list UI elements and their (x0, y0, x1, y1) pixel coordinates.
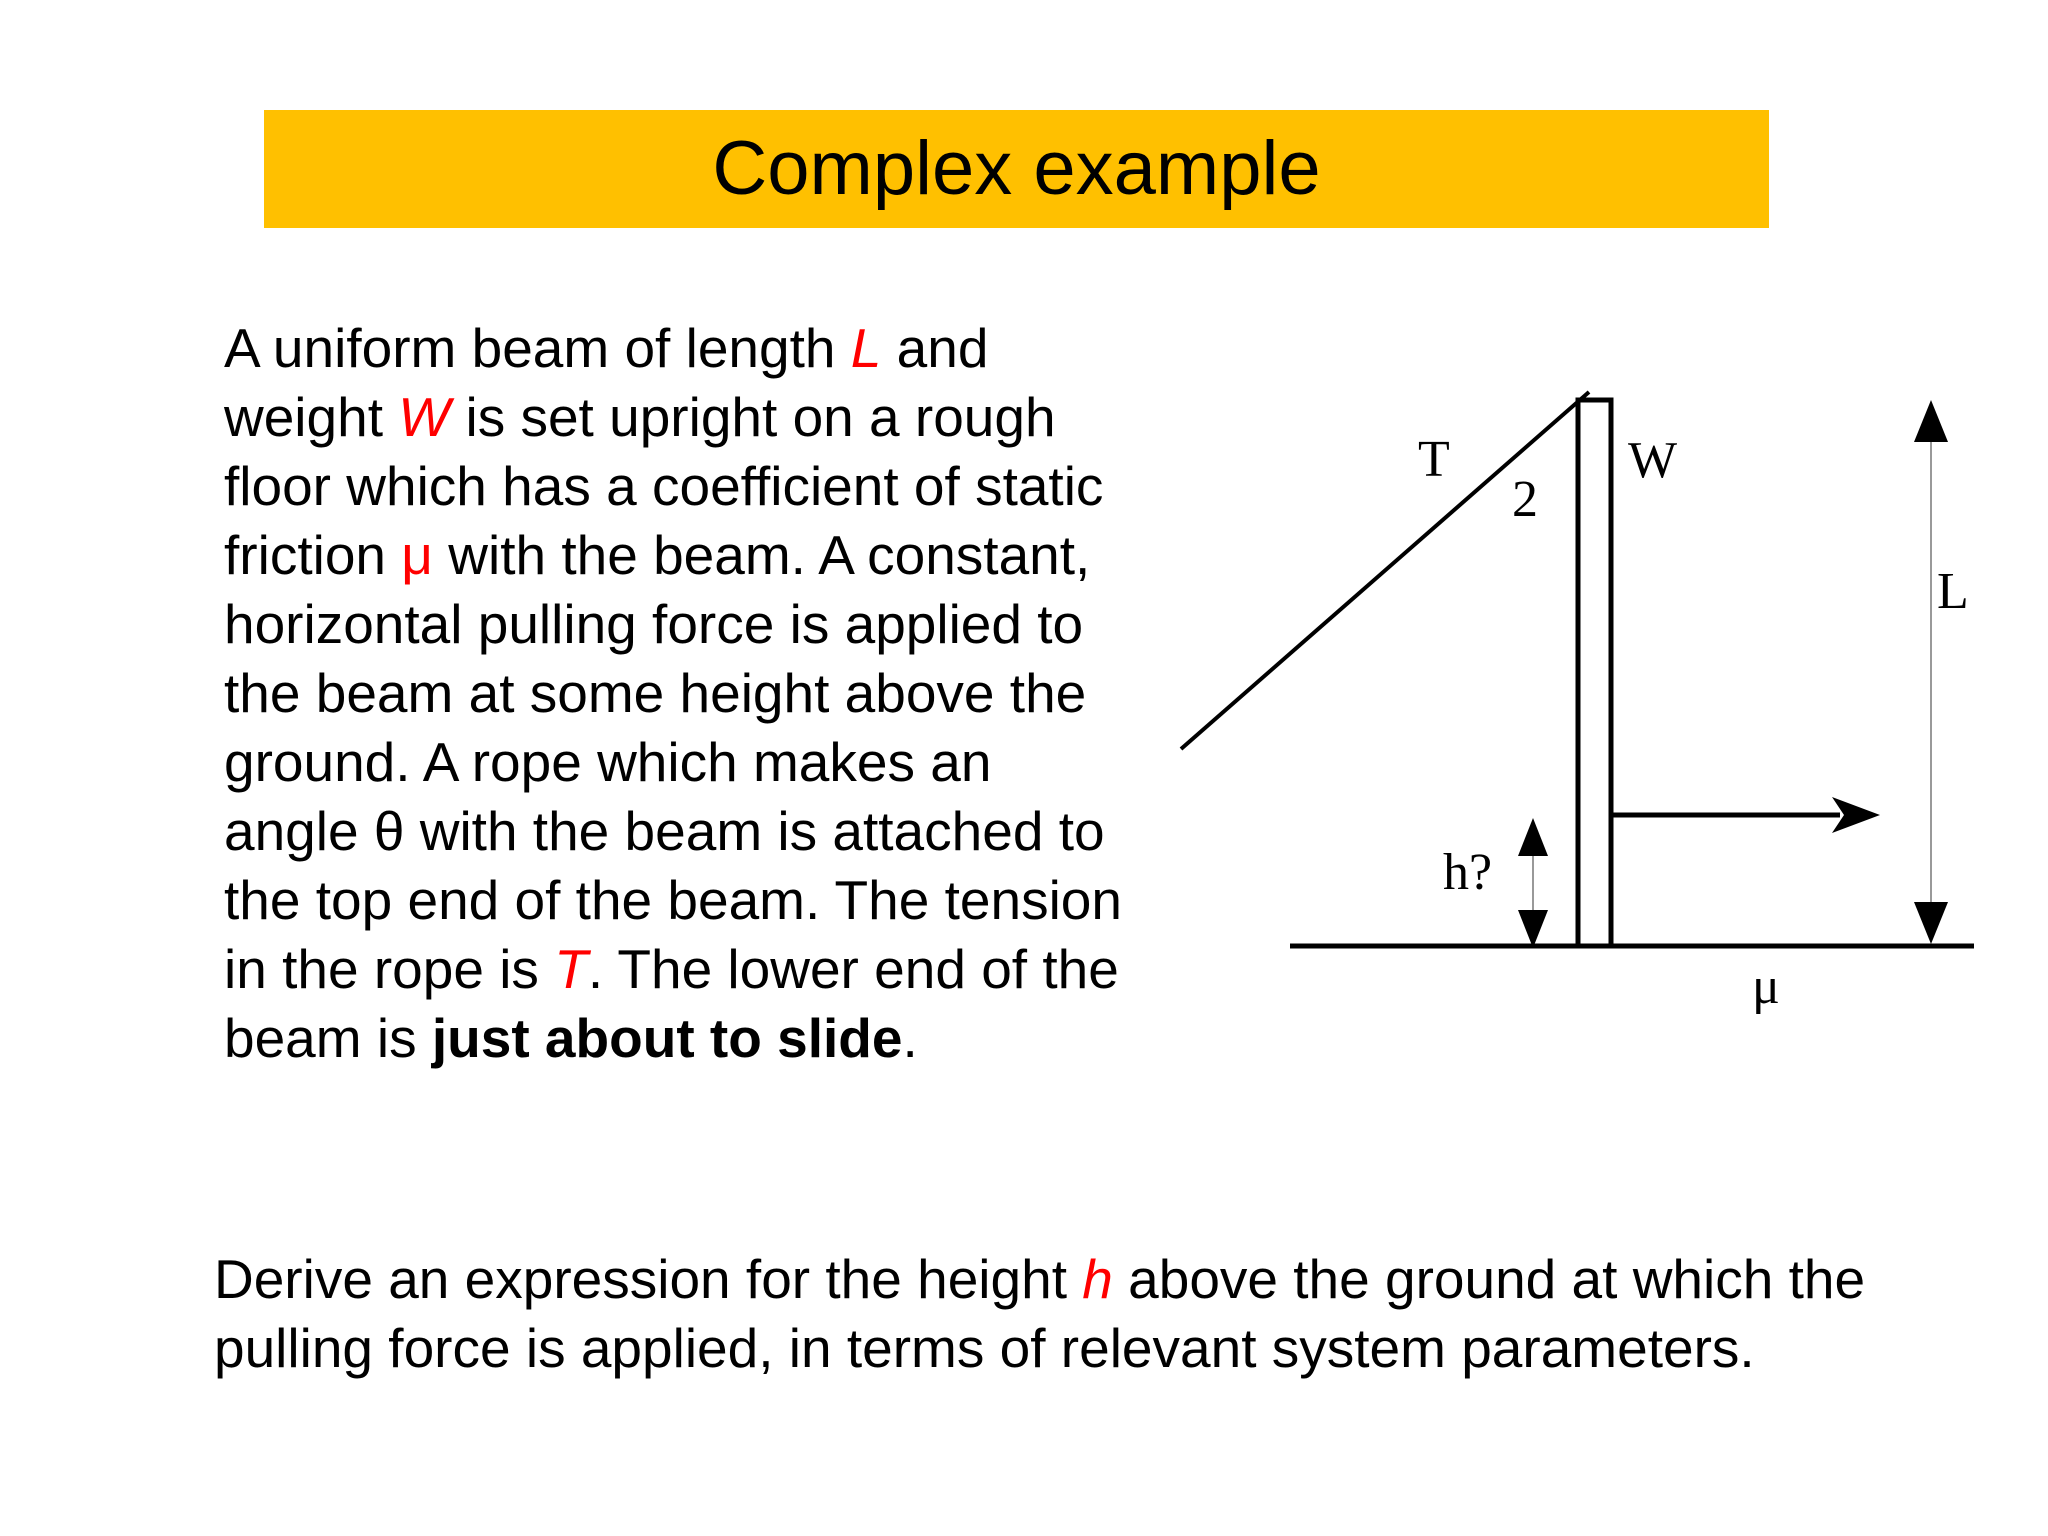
variable-mu: μ (401, 524, 433, 586)
slide-title: Complex example (712, 126, 1321, 211)
emphasis-text: just about to slide (431, 1007, 903, 1069)
label-angle: 2 (1512, 471, 1538, 528)
label-height: h? (1443, 844, 1493, 901)
problem-text-5: . The lower end of the beam is (224, 938, 1119, 1069)
label-length: L (1937, 563, 1969, 620)
height-arrowhead-top (1518, 818, 1548, 856)
height-arrowhead-bottom (1518, 910, 1548, 948)
variable-L: L (850, 317, 882, 379)
problem-text-2: and weight (224, 317, 989, 448)
problem-text-6: . (902, 1007, 918, 1069)
problem-text-1: A uniform beam of length (224, 317, 851, 379)
rope-line (1181, 392, 1589, 749)
label-tension: T (1418, 431, 1450, 488)
problem-text-4: with the beam. A constant, horizontal pulling force is applied to the beam at some height above the ground. A rope which makes an angle θ with the beam is attached to the top end of the beam. The tension in the rope is (224, 524, 1122, 1000)
length-arrowhead-top (1914, 400, 1948, 442)
variable-h: h (1082, 1248, 1113, 1310)
beam (1578, 400, 1611, 946)
variable-W: W (398, 386, 451, 448)
question-text-2: above the ground at which the pulling force is applied, in terms of relevant system parameters. (214, 1248, 1866, 1379)
length-arrowhead-bottom (1914, 902, 1948, 944)
label-weight: W (1628, 432, 1678, 489)
problem-text-3: is set upright on a rough floor which has a coefficient of static friction (224, 386, 1104, 586)
label-friction: μ (1752, 958, 1780, 1015)
question-text-1: Derive an expression for the height (214, 1248, 1083, 1310)
variable-T: T (554, 938, 588, 1000)
